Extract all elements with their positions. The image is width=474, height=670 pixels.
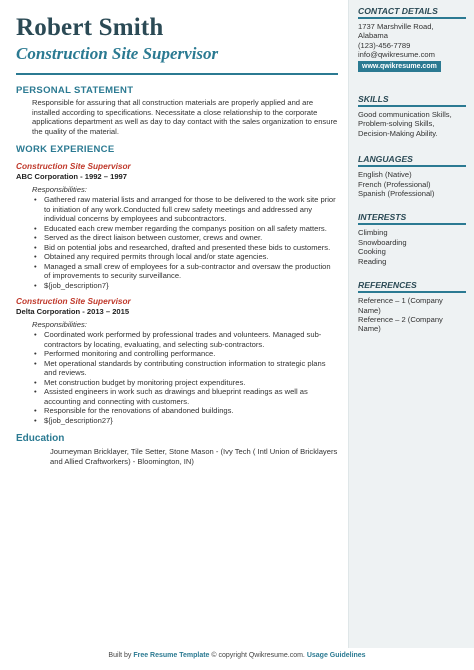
responsibilities-label: Responsibilities: [32, 320, 87, 330]
languages-heading: LANGUAGES [358, 154, 466, 167]
list-item: • Met operational standards by contributing construction information to strategic plans and reviews. [32, 359, 338, 378]
footer-prefix: Built by [108, 652, 132, 659]
languages-section [358, 154, 466, 198]
statement-text: Responsible for assuring that all construction materials are properly applied and are installed according to specifications. Necessitate a close relationship to the corporate applications department as well as day to day contact with the sales organization to ensure the quality of the material. [32, 98, 338, 136]
responsibility-list [32, 330, 338, 425]
contact-heading: CONTACT DETAILS [358, 6, 466, 19]
list-item: • Managed a small crew of employees for a sub-contractor and oversaw the production of improvements to security surveillance. [32, 262, 338, 281]
skills-text: Good communication Skills, Problem-solving Skills, Decision-Making Ability. [358, 110, 452, 138]
website-link[interactable]: www.qwikresume.com [358, 61, 441, 72]
job-entry [16, 296, 338, 425]
job-company-dates: Delta Corporation - 2013 – 2015 [16, 307, 130, 317]
page-footer [0, 652, 474, 659]
list-item: Reference – 1 (Company Name) [358, 296, 443, 315]
list-item: Snowboarding [358, 237, 407, 247]
references-list [358, 296, 466, 334]
interests-heading: INTERESTS [358, 212, 466, 225]
list-item: Spanish (Professional) [358, 189, 435, 199]
phone-number: (123)-456-7789 [358, 40, 411, 50]
header-divider [16, 73, 338, 75]
skills-heading: SKILLS [358, 94, 466, 107]
responsibility-list [32, 195, 338, 290]
list-item: • Bid on potential jobs and researched, drafted and presented these bids to customers. [32, 243, 338, 253]
list-item: • Responsible for the renovations of abandoned buildings. [32, 406, 338, 416]
job-title: Construction Site Supervisor [16, 161, 131, 172]
skills-section [358, 94, 466, 138]
job-title: Construction Site Supervisor [16, 296, 131, 307]
list-item: • Educated each crew member regarding the companys position on all safety matters. [32, 224, 338, 234]
education-heading: Education [16, 433, 65, 445]
main-column [16, 14, 338, 466]
candidate-name: Robert Smith [16, 14, 164, 41]
education-text: Journeyman Bricklayer, Tile Setter, Stone Mason - (Ivy Tech ( Intl Union of Bricklayers and Allied Craftworkers) - Bloomington, IN) [50, 447, 338, 466]
job-entry [16, 161, 338, 290]
job-company-dates: ABC Corporation - 1992 – 1997 [16, 172, 127, 182]
sidebar [348, 0, 474, 648]
list-item: • ${job_description7} [32, 281, 338, 291]
list-item: • Coordinated work performed by professional trades and volunteers. Managed sub-contractors by locating, evaluating, and selecting sub-contractors. [32, 330, 338, 349]
references-heading: REFERENCES [358, 280, 466, 293]
work-heading: WORK EXPERIENCE [16, 144, 115, 156]
contact-section [358, 0, 466, 72]
address-line: 1737 Marshville Road, [358, 22, 434, 31]
list-item: French (Professional) [358, 179, 431, 189]
list-item: • Served as the direct liaison between customer, crews and owner. [32, 233, 338, 243]
list-item: • Obtained any required permits through local and/or state agencies. [32, 252, 338, 262]
interests-section [358, 212, 466, 266]
footer-copyright: © copyright Qwikresume.com. [211, 652, 305, 659]
usage-guidelines-link[interactable]: Usage Guidelines [306, 652, 366, 659]
responsibilities-label: Responsibilities: [32, 185, 87, 195]
list-item: Reference – 2 (Company Name) [358, 314, 443, 334]
list-item: • Assisted engineers in work such as drawings and blueprint readings as well as accounting and connecting with customers. [32, 387, 338, 406]
list-item: • ${job_description27} [32, 416, 338, 426]
statement-heading: PERSONAL STATEMENT [16, 85, 134, 96]
references-section [358, 280, 466, 334]
candidate-title: Construction Site Supervisor [16, 44, 219, 63]
list-item: Reading [358, 256, 387, 266]
list-item: Climbing [358, 228, 388, 238]
address-line: Alabama [358, 31, 388, 41]
list-item: • Met construction budget by monitoring project expenditures. [32, 378, 338, 388]
contact-details [358, 22, 466, 72]
email-link[interactable]: info@qwikresume.com [358, 50, 435, 60]
list-item: • Performed monitoring and controlling performance. [32, 349, 338, 359]
template-link[interactable]: Free Resume Template [133, 652, 210, 659]
list-item: • Gathered raw material lists and arranged for those to be delivered to the work site prior to initiation of any work.Conducted full crew safety meetings and addressed any individual concerns by employees and subcontractors. [32, 195, 338, 224]
list-item: Cooking [358, 247, 386, 257]
list-item: English (Native) [358, 170, 412, 180]
languages-list [358, 170, 466, 198]
interests-list [358, 228, 466, 266]
